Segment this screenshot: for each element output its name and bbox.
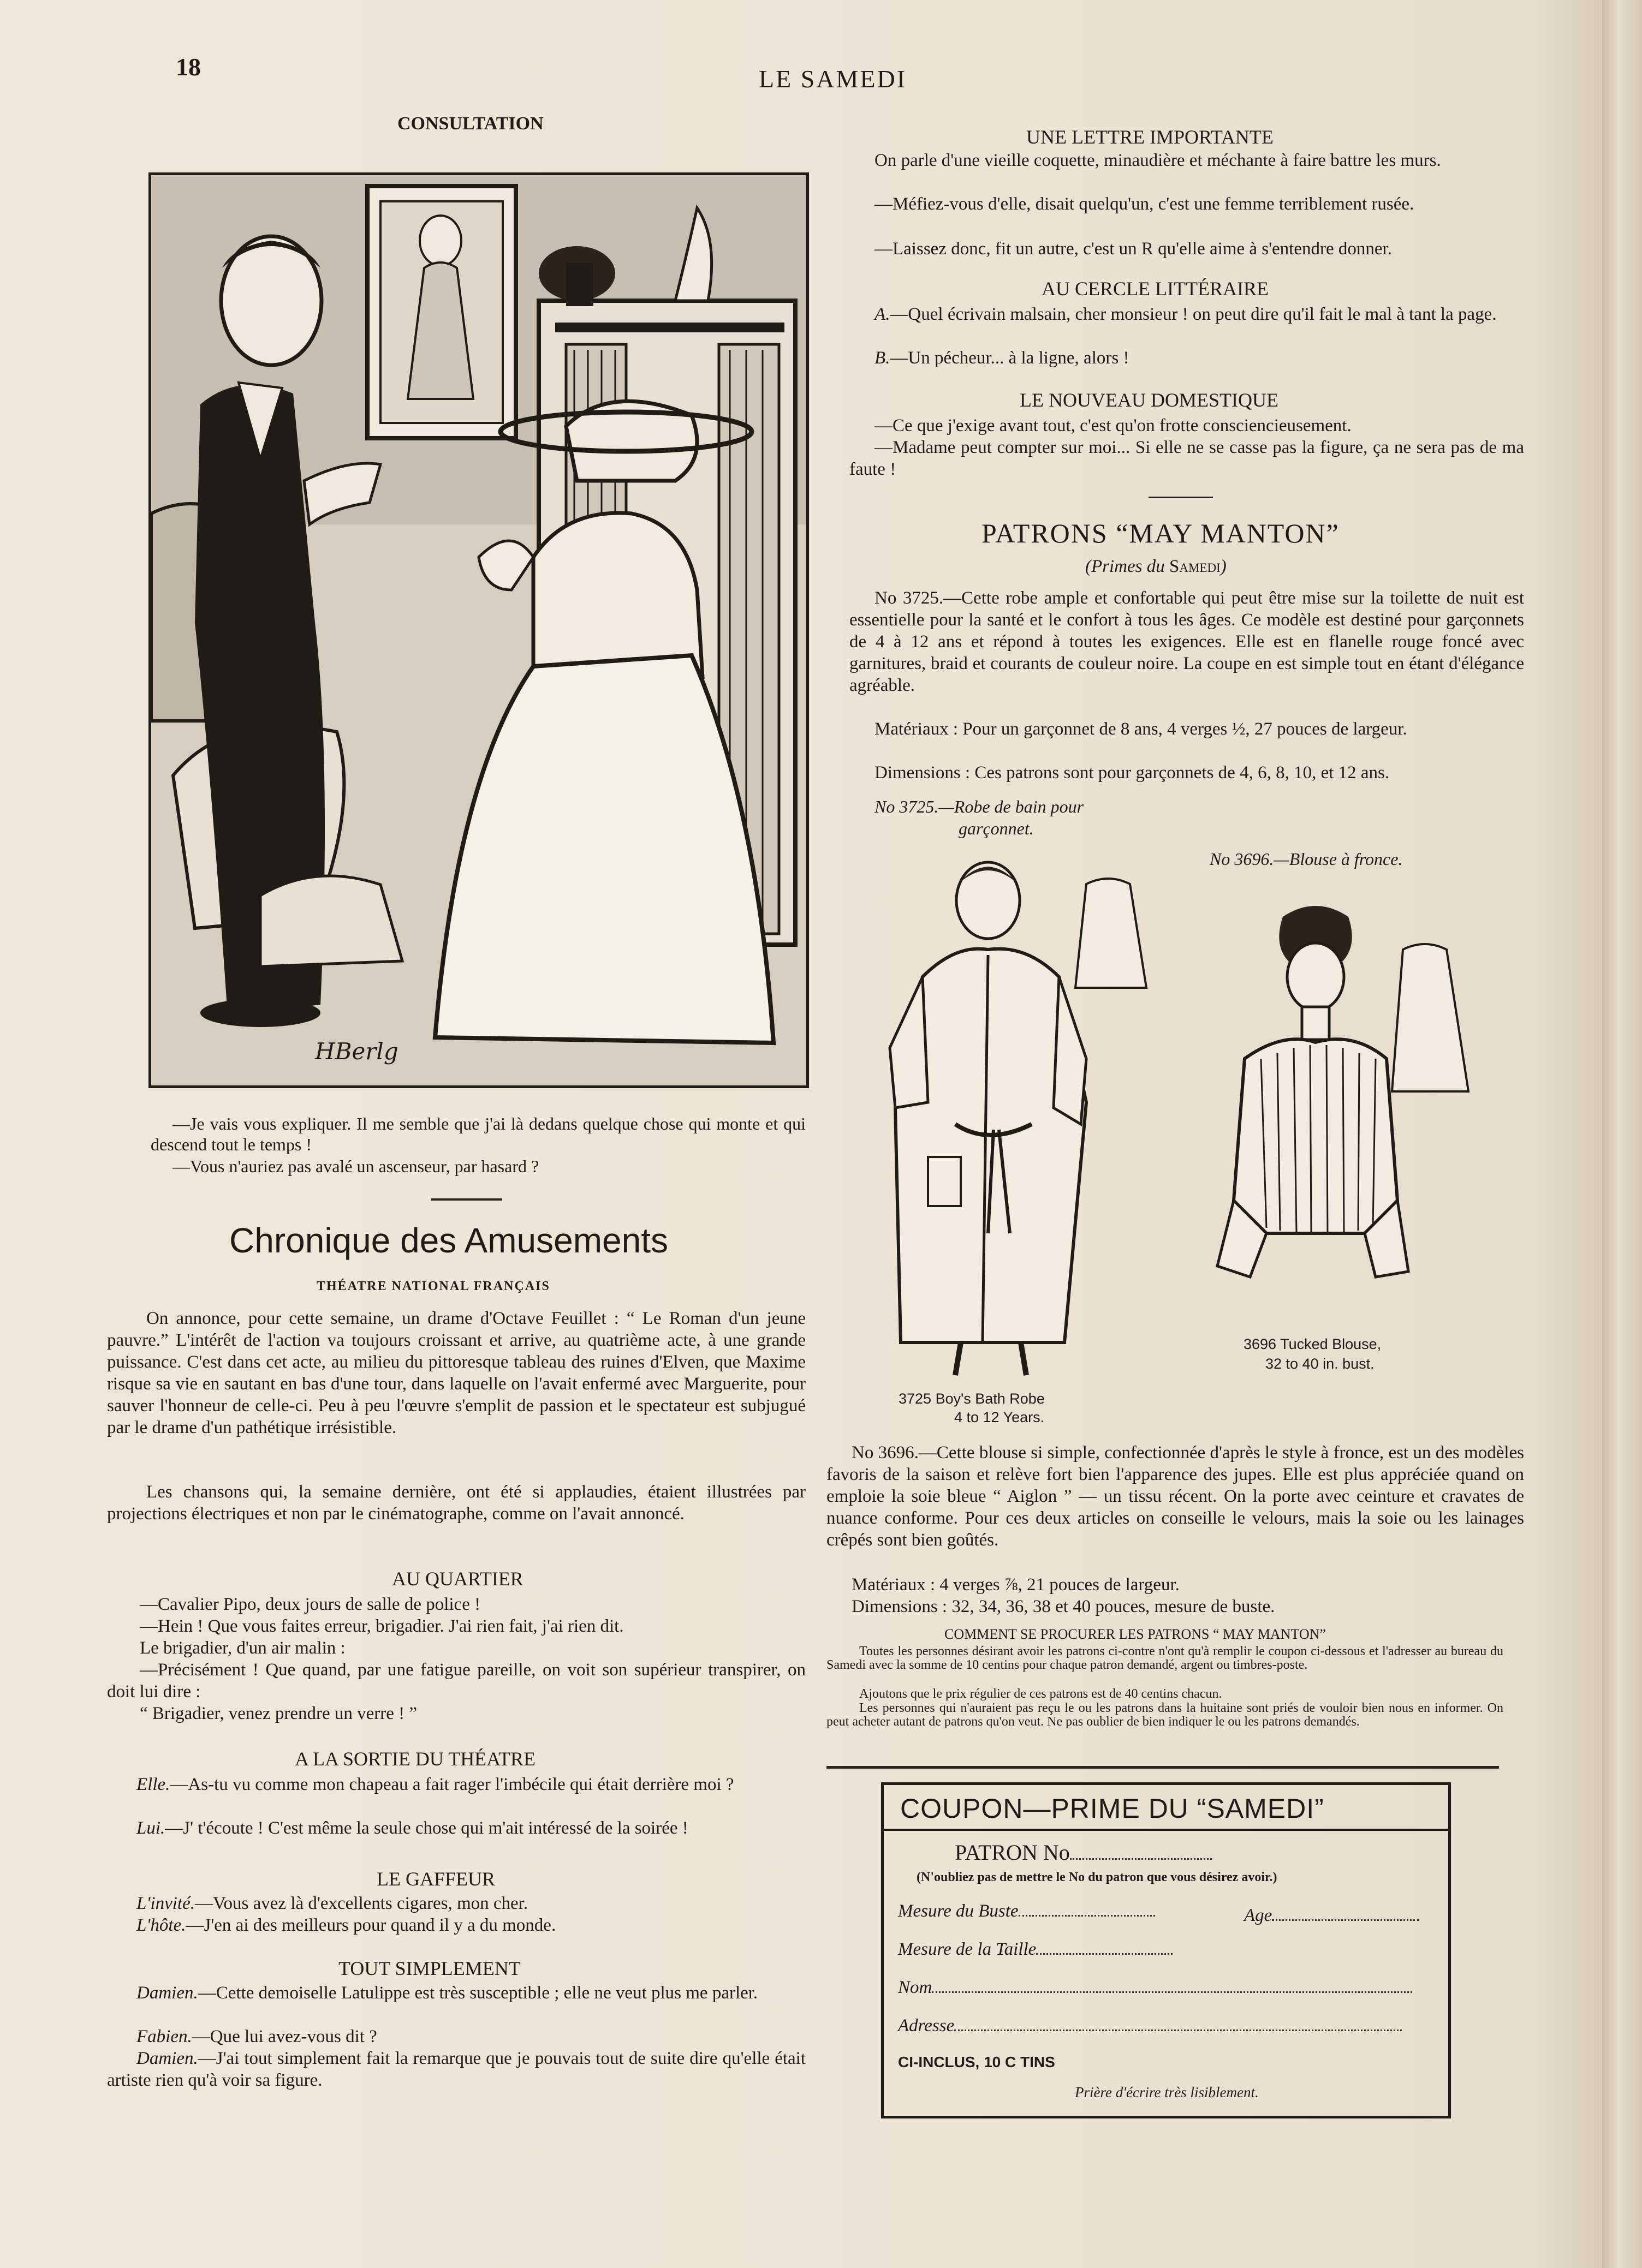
adresse-label: Adresse [898,2016,955,2036]
cercle-heading: AU CERCLE LITTÉRAIRE [1042,278,1269,300]
simplement-exchange-2 [107,2026,806,2048]
domestique-line-2: —Madame peut compter sur moi... Si elle ne se casse pas la figure, ça ne sera pas de ma faute ! [849,438,1524,479]
procurer-heading: COMMENT SE PROCURER LES PATRONS “ MAY MANTON” [944,1626,1326,1642]
cercle-line-a: —Quel écrivain malsain, cher monsieur ! on peut dire qu'il fait le mal à tant la page. [890,305,1497,324]
pattern-3696-description: No 3696.—Cette blouse si simple, confectionnée d'après le style à fronce, est un des modèles favoris de la saison et relève fort bien l'apparence des jupes. Elle est plus appréciée quand on emploie la soie bleue “ Aiglon ” — un tissu récent. On la porte avec ceinture et cravates de nuance conforme. Pour ces deux articles on conseille le velours, mais la soie ou les lainages crêpés sont bien goûtés. [826,1443,1524,1550]
binding-edge [1602,0,1642,2268]
cercle-exchange-b [849,347,1524,369]
patron-number-field[interactable] [955,1840,1212,1865]
lettre-line-3: —Laissez donc, fit un autre, c'est un R qu'elle aime à s'entendre donner. [874,239,1392,259]
figure-3725-title-2: garçonnet. [959,819,1034,838]
sortie-line-1: —As-tu vu comme mon chapeau a fait rager l'imbécile qui était derrière moi ? [170,1775,734,1794]
tucked-blouse-illustration [1185,895,1479,1321]
taille-blank[interactable] [1036,1939,1173,1955]
cartoon-caption-2: —Vous n'auriez pas avalé un ascenseur, par hasard ? [172,1156,539,1176]
au-quartier-line-4: —Précisément ! Que quand, par une fatigue pareille, on voit son supérieur transpirer, on doit lui dire : [107,1660,806,1702]
subheading-name: Samedi [1169,557,1221,576]
gaffeur-line-2: —J'en ai des meilleurs pour quand il y a du monde. [186,1915,556,1935]
pattern-3725-dimensions: Dimensions : Ces patrons sont pour garçonnets de 4, 6, 8, 10, et 12 ans. [874,763,1390,783]
figure-3696-label-2: 32 to 40 in. bust. [1265,1356,1375,1372]
coupon-title: COUPON—PRIME DU “SAMEDI” [900,1793,1324,1824]
patron-number-blank[interactable] [1070,1842,1212,1860]
domestique-line-1: —Ce que j'exige avant tout, c'est qu'on frotte consciencieusement. [874,416,1352,435]
consultation-cartoon [148,172,809,1088]
figure-3725-label-2: 4 to 12 Years. [954,1409,1045,1425]
divider [431,1198,502,1201]
buste-field[interactable] [898,1901,1155,1921]
speaker-damien: Damien. [136,1983,198,2003]
patrons-subheading [1085,557,1227,577]
simplement-line-2: —Que lui avez-vous dit ? [192,2027,377,2046]
lettre-line-2: —Méfiez-vous d'elle, disait quelqu'un, c'est une femme terriblement rusée. [874,194,1414,214]
patron-label: PATRON No [955,1840,1070,1865]
adresse-field[interactable] [898,2015,1402,2036]
simplement-heading: TOUT SIMPLEMENT [338,1957,521,1979]
speaker-a: A. [874,305,890,324]
cartoon-caption-1: —Je vais vous expliquer. Il me semble que j'ai là dedans quelque chose qui monte et qui descend tout le temps ! [151,1114,806,1154]
simplement-exchange-1 [107,1982,806,2004]
taille-label: Mesure de la Taille [898,1939,1037,1959]
sortie-exchange-2 [107,1817,806,1839]
lettre-line-1: On parle d'une vieille coquette, minaudière et méchante à faire battre les murs. [874,151,1441,170]
sortie-heading: A LA SORTIE DU THÉATRE [295,1748,536,1770]
au-quartier-heading: AU QUARTIER [392,1568,523,1590]
bath-robe-illustration [857,851,1152,1386]
speaker-hote: L'hôte. [136,1915,186,1935]
au-quartier-line-2: —Hein ! Que vous faites erreur, brigadier. J'ai rien fait, j'ai rien dit. [140,1616,624,1636]
subheading-suffix: ) [1220,557,1227,576]
speaker-damien-2: Damien. [136,2049,198,2068]
coupon-form [881,1782,1451,2118]
simplement-line-3: —J'ai tout simplement fait la remarque que je pouvais tout de suite dire qu'elle était artiste rien qu'à voir sa figure. [107,2049,806,2090]
ci-inclus: CI-INCLUS, 10 C TINS [898,2054,1055,2070]
sortie-line-2: —J' t'écoute ! C'est même la seule chose qui m'ait intéressé de la soirée ! [165,1818,688,1838]
adresse-blank[interactable] [954,2015,1402,2031]
simplement-exchange-3 [107,2048,806,2091]
chronique-paragraph-2: Les chansons qui, la semaine dernière, ont été si applaudies, étaient illustrées par projections électriques et non par le cinématographe, comme on l'avait annoncé. [107,1482,806,1524]
masthead-title: LE SAMEDI [759,65,907,93]
pattern-3725-description: No 3725.—Cette robe ample et confortable qui peut être mise sur la toilette de nuit est essentielle pour la santé et le confort à tous les âges. Ce modèle est destiné pour garçonnets de 4 à 12 ans et répond à toutes les exigences. Elle est en flanelle rouge foncé avec garnitures, braid et courants de couleur noire. La coupe en est simple tout en étant d'élégance agréable. [849,588,1524,695]
gaffeur-exchange-2 [107,1914,806,1936]
procurer-paragraph-1: Toutes les personnes désirant avoir les patrons ci-contre n'ont qu'à remplir le coupon ci-dessous et l'adresser au bureau du Samedi avec la somme de 10 centins pour chaque patron demandé, argent ou timbres-poste. [826,1644,1503,1672]
domestique-heading: LE NOUVEAU DOMESTIQUE [1020,389,1278,411]
sortie-exchange-1 [107,1774,806,1795]
au-quartier-line-1: —Cavalier Pipo, deux jours de salle de police ! [140,1595,481,1614]
speaker-elle: Elle. [136,1775,170,1794]
subheading-prefix: (Primes du [1085,557,1169,576]
speaker-lui: Lui. [136,1818,165,1838]
speaker-fabien: Fabien. [136,2027,192,2046]
cartoon-drawing [151,175,806,1085]
pattern-3696-dimensions: Dimensions : 32, 34, 36, 38 et 40 pouces, mesure de buste. [852,1597,1275,1616]
chronique-title: Chronique des Amusements [229,1221,668,1260]
nom-blank[interactable] [932,1977,1412,1993]
procurer-paragraph-3: Les personnes qui n'auraient pas reçu le ou les patrons dans la huitaine sont priés de vouloir bien nous en informer. On peut acheter autant de patrons qu'on veut. Ne pas oublier de bien indiquer le ou les patrons demandés. [826,1701,1503,1729]
divider [1149,497,1213,498]
patrons-heading: PATRONS “MAY MANTON” [981,518,1340,548]
buste-blank[interactable] [1019,1901,1155,1917]
procurer-paragraph-2: Ajoutons que le prix régulier de ces patrons est de 40 centins chacun. [859,1687,1222,1701]
speaker-b: B. [874,348,890,368]
cartoon-title: CONSULTATION [397,114,544,134]
coupon-title-rule [884,1829,1448,1831]
theatre-subtitle: THÉATRE NATIONAL FRANÇAIS [317,1279,550,1293]
divider [826,1766,1499,1769]
gaffeur-line-1: —Vous avez là d'excellents cigares, mon cher. [194,1894,528,1913]
gaffeur-heading: LE GAFFEUR [377,1868,496,1890]
cartoon-signature: HBerlg [315,1038,398,1065]
cercle-line-b: —Un pécheur... à la ligne, alors ! [890,348,1129,368]
simplement-line-1: —Cette demoiselle Latulippe est très susceptible ; elle ne veut plus me parler. [198,1983,758,2003]
au-quartier-line-5: “ Brigadier, venez prendre un verre ! ” [140,1704,418,1723]
coupon-footer: Prière d'écrire très lisiblement. [1075,2084,1259,2100]
figure-3725-label-1: 3725 Boy's Bath Robe [899,1390,1045,1407]
speaker-invite: L'invité. [136,1894,195,1913]
au-quartier-line-3: Le brigadier, d'un air malin : [140,1638,346,1658]
figure-3696-label-1: 3696 Tucked Blouse, [1244,1336,1382,1352]
age-label: Age [1244,1906,1272,1925]
pattern-3696-materials: Matériaux : 4 verges ⅞, 21 pouces de largeur. [852,1575,1180,1595]
buste-label: Mesure du Buste [898,1901,1019,1921]
nom-label: Nom [898,1978,932,1997]
figure-3725-title-1: No 3725.—Robe de bain pour [874,797,1084,816]
figure-3696-title: No 3696.—Blouse à fronce. [1210,849,1403,869]
chronique-paragraph-1: On annonce, pour cette semaine, un drame d'Octave Feuillet : “ Le Roman d'un jeune pauvre.” L'intérêt de l'action va toujours croissant et arrive, au quatrième acte, à une grande puissance. C'est dans cet acte, au milieu du pittoresque tableau des ruines d'Elven, que Maxime risque sa vie en sautant en bas d'une tour, dans laquelle on l'avait enfermé avec Marguerite, pour sauver l'honneur de celle-ci. Peu à peu l'œuvre s'emplit de passion et le spectateur est subjugué par le drame d'un pathétique irrésistible. [107,1309,806,1437]
age-blank[interactable] [1272,1905,1419,1921]
nom-field[interactable] [898,1977,1412,1998]
taille-field[interactable] [898,1939,1173,1960]
page-number: 18 [176,53,201,81]
lettre-heading: UNE LETTRE IMPORTANTE [1026,126,1274,148]
age-field[interactable] [1244,1905,1419,1926]
gaffeur-exchange-1 [107,1893,806,1914]
pattern-3725-materials: Matériaux : Pour un garçonnet de 8 ans, 4 verges ½, 27 pouces de largeur. [874,719,1407,739]
cercle-exchange-a [849,303,1524,325]
patron-note: (N'oubliez pas de mettre le No du patron que vous désirez avoir.) [917,1870,1277,1884]
